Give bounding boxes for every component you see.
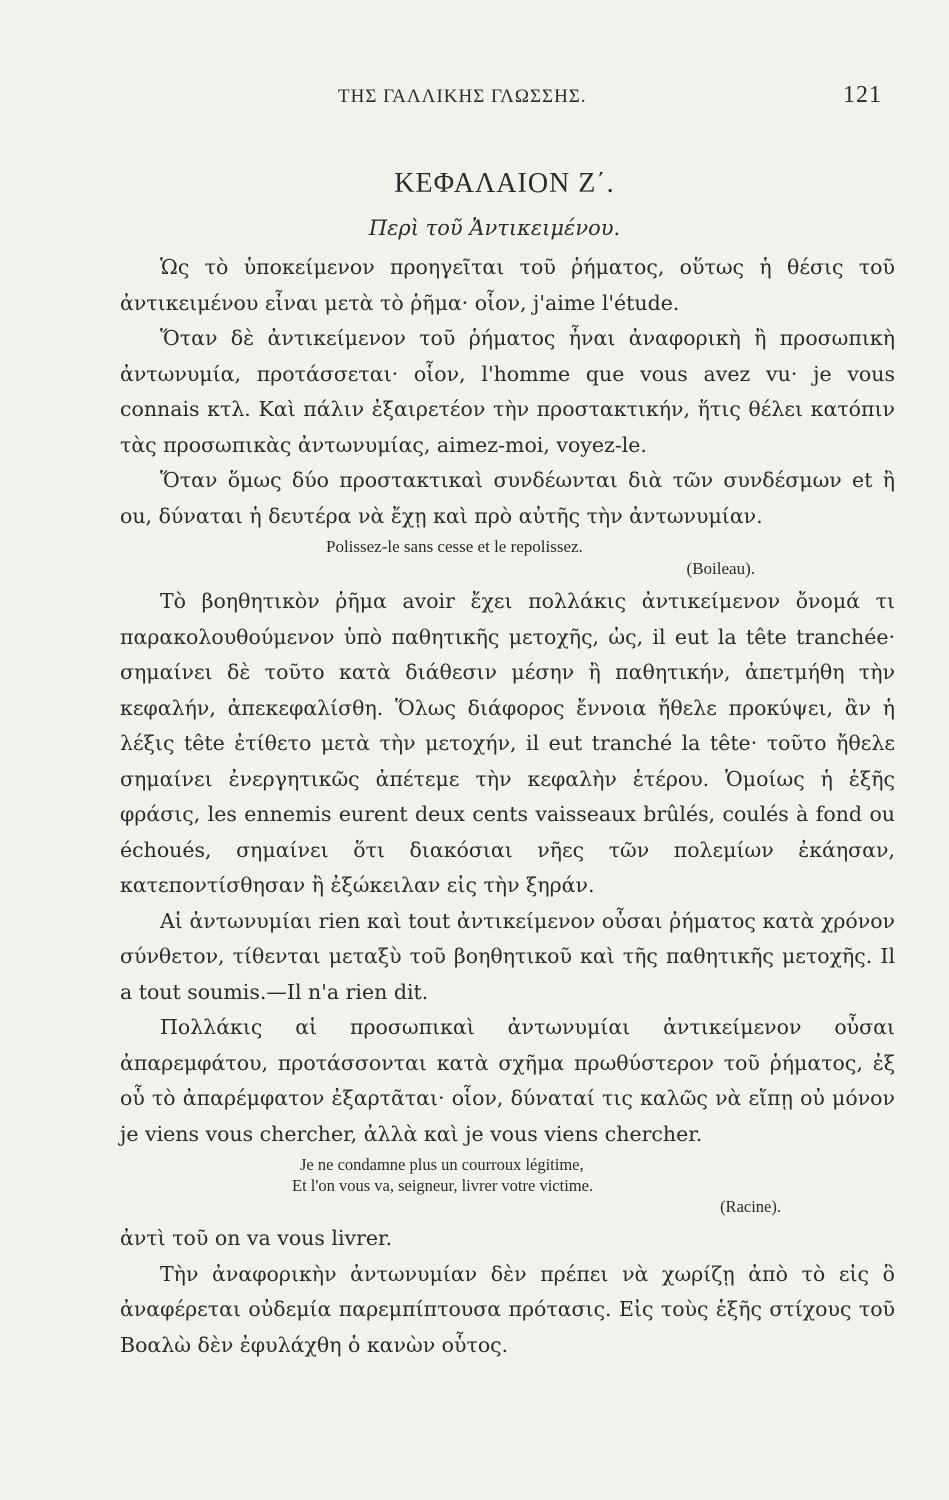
quote-line: Polissez-le sans cesse et le repolissez. (326, 537, 583, 556)
verse-line-1: Je ne condamne plus un courroux légitime, (300, 1155, 584, 1174)
paragraph-5: Αἱ ἀντωνυμίαι rien καὶ tout ἀντικείμενον οὖσαι ῥήματος κατὰ χρόνον σύνθετον, τίθενται μεταξὺ τοῦ βοηθητικοῦ καὶ τῆς παθητικῆς μετοχῆς. Il a tout soumis.—Il n'a rien dit. (120, 908, 895, 1004)
verse-racine (120, 1154, 895, 1217)
verse-attribution: (Racine). (720, 1197, 781, 1216)
paragraph-3: Ὅταν ὅμως δύο προστακτικαὶ συνδέωνται διὰ τῶν συνδέσμων et ἢ ou, δύναται ἡ δευτέρα νὰ ἔχῃ καὶ πρὸ αὐτῆς τὴν ἀντωνυμίαν. (120, 468, 895, 528)
section-title: Περὶ τοῦ Ἀντικειμένου. (368, 216, 621, 240)
paragraph-2: Ὅταν δὲ ἀντικείμενον τοῦ ῥήματος ἦναι ἀναφορικὴ ἢ προσωπικὴ ἀντωνυμία, προτάσσεται· οἷον, l'homme que vous avez vu· je vous connais κτλ. Καὶ πάλιν ἐξαιρετέον τὴν προστακτικήν, ἥτις θέλει κατόπιν τὰς προσωπικὰς ἀντωνυμίας, aimez-moi, voyez-le. (120, 326, 895, 457)
running-head-title: ΤΗΣ ΓΑΛΛΙΚΗΣ ΓΛΩΣΣΗΣ. (338, 86, 587, 107)
paragraph-8: Τὴν ἀναφορικὴν ἀντωνυμίαν δὲν πρέπει νὰ χωρίζῃ ἀπὸ τὸ εἰς ὃ ἀναφέρεται οὐδεμία παρεμπίπτουσα πρότασις. Εἰς τοὺς ἑξῆς στίχους τοῦ Βοαλὼ δὲν ἐφυλάχθη ὁ κανὼν οὗτος. (120, 1261, 895, 1357)
paragraph-1: Ὡς τὸ ὑποκείμενον προηγεῖται τοῦ ῥήματος, οὕτως ἡ θέσις τοῦ ἀντικειμένου εἶναι μετὰ τὸ ῥῆμα· οἷον, j'aime l'étude. (120, 255, 895, 315)
quote-attribution: (Boileau). (686, 559, 755, 578)
paragraph-4: Τὸ βοηθητικὸν ῥῆμα avoir ἔχει πολλάκις ἀντικείμενον ὄνομά τι παρακολουθούμενον ὑπὸ παθητικῆς μετοχῆς, ὡς, il eut la tête tranchée· σημαίνει δὲ τοῦτο κατὰ διάθεσιν μέσην ἢ παθητικήν, ἀπετμήθη τὴν κεφαλήν, ἀπεκεφαλίσθη. Ὅλως διάφορος ἔννοια ἤθελε προκύψει, ἂν ἡ λέξις tête ἐτίθετο μετὰ τὴν μετοχήν, il eut tranché la tête· τοῦτο ἤθελε σημαίνει ἐνεργητικῶς ἀπέτεμε τὴν κεφαλὴν ἑτέρου. Ὁμοίως ἡ ἑξῆς φράσις, les ennemis eurent deux cents vaisseaux brûlés, coulés à fond ou échoués, σημαίνει ὅτι διακόσιαι νῆες τῶν πολεμίων ἐκάησαν, κατεποντίσθησαν ἢ ἐξώκειλαν εἰς τὴν ξηράν. (120, 589, 895, 897)
body-text (120, 250, 895, 1363)
verse-line-2: Et l'on vous va, seigneur, livrer votre victime. (292, 1176, 594, 1195)
quote-boileau (120, 536, 895, 580)
paragraph-7: ἀντὶ τοῦ on va vous livrer. (120, 1226, 393, 1250)
paragraph-6: Πολλάκις αἱ προσωπικαὶ ἀντωνυμίαι ἀντικείμενον οὖσαι ἀπαρεμφάτου, προτάσσονται κατὰ σχῆμα πρωθύστερον τοῦ ῥήματος, ἐξ οὗ τὸ ἀπαρέμφατον ἐξαρτᾶται· οἷον, δύναταί τις καλῶς νὰ εἴπῃ οὐ μόνον je viens vous chercher, ἀλλὰ καὶ je vous viens chercher. (120, 1015, 895, 1146)
page-number: 121 (843, 82, 882, 108)
chapter-title: ΚΕΦΑΛΑΙΟΝ Ζ΄. (394, 168, 615, 199)
